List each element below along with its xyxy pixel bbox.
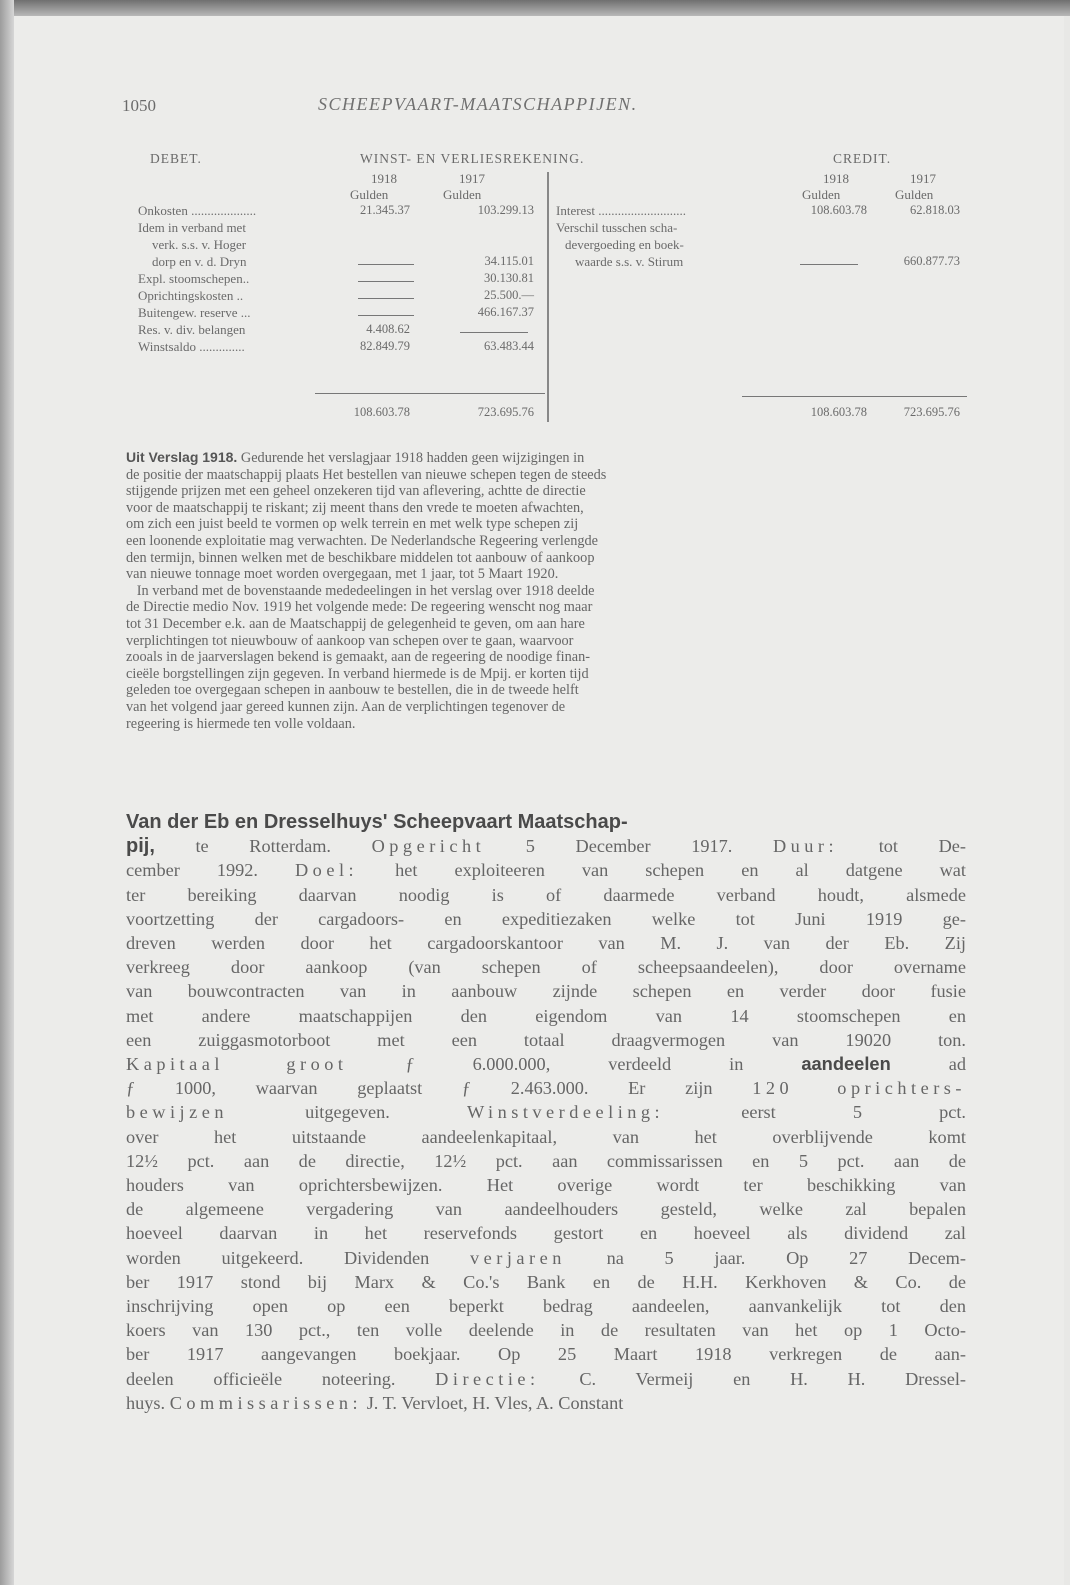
text-run: J. T. Vervloet, H. Vles, A. Constant (362, 1392, 624, 1413)
text-line (126, 1318, 966, 1342)
text-line: regeering is hiermede ten volle voldaan. (126, 715, 356, 732)
text-run: de algemeene vergadering van aandeelhouders gesteld, welke zal bepalen (126, 1199, 966, 1220)
spaced-keyword: Winstverdeeling: (466, 1102, 665, 1123)
spaced-keyword: 120 oprichters- (752, 1078, 966, 1099)
debet-label: DEBET. (150, 151, 202, 166)
credit-row-1917: 62.818.03 (910, 203, 960, 217)
debet-total-1918: 108.603.78 (353, 405, 410, 419)
credit-currency-1917: Gulden (895, 187, 934, 202)
text-run: eerst 5 pct. (664, 1102, 966, 1123)
text-run: ad (890, 1054, 966, 1075)
bold-keyword: aandeelen (801, 1053, 891, 1075)
text-run: C. Vermeij en H. H. Dressel- (539, 1368, 966, 1389)
debet-row-label: Oprichtingskosten .. (138, 288, 244, 303)
credit-row-label: Verschil tusschen scha- (556, 220, 678, 235)
text-line (126, 1246, 966, 1270)
debet-row-1917: 30.130.81 (484, 271, 534, 285)
scan-top-edge (0, 0, 1070, 16)
text-run: 5 December 1917. (485, 836, 773, 857)
credit-currency-1918: Gulden (802, 187, 841, 202)
company-entry (126, 810, 966, 1415)
text-run: voortzetting der cargadoors- en expeditiezaken welke tot Juni 1919 ge- (126, 908, 966, 929)
text-line: tot 31 December e.k. aan de Maatschappij de gelegenheid te geven, om aan hare (126, 615, 585, 632)
debet-currency-1918: Gulden (350, 187, 389, 202)
debet-row-1917: 63.483.44 (484, 339, 534, 353)
credit-row-label: waarde s.s. v. Stirum (575, 254, 684, 269)
text-line (126, 1149, 966, 1173)
debet-row-label: Buitengew. reserve ... (138, 305, 251, 320)
text-run: van bouwcontracten van in aanbouw zijnde schepen en verder door fusie (126, 981, 966, 1002)
text-line (126, 1342, 966, 1366)
text-run: een zuiggasmotorboot met een totaal draagvermogen van 19020 ton. (126, 1029, 966, 1050)
text-line (126, 931, 966, 955)
text-line (126, 1100, 966, 1124)
text-run: met andere maatschappijen den eigendom van 14 stoomschepen en (126, 1005, 966, 1026)
debet-row-1918: 4.408.62 (366, 322, 410, 336)
text-line (126, 1052, 966, 1076)
text-line: de positie der maatschappij plaats Het bestellen van nieuwe schepen tegen de steeds (126, 466, 607, 483)
debet-currency-1917: Gulden (443, 187, 482, 202)
report-paragraph (126, 449, 966, 732)
text-line (126, 883, 966, 907)
text-run: koers van 130 pct., ten volle deelende in de resultaten van het op 1 Octo- (126, 1320, 966, 1341)
debet-row-1917: 25.500.— (484, 288, 534, 302)
text-line (126, 955, 966, 979)
text-line: stijgende prijzen met een geheel onzekeren tijd van aflevering, achtte de directie (126, 483, 586, 500)
spaced-keyword: Duur: (772, 836, 839, 857)
text-run: te Rotterdam. (154, 836, 372, 857)
text-line (126, 1391, 966, 1415)
debet-row-label: Idem in verband met (138, 220, 246, 235)
text-line (126, 907, 966, 931)
debet-total-rule (315, 393, 545, 394)
text-line: de Directie medio Nov. 1919 het volgende mede: De regeering wenscht nog maar (126, 599, 593, 616)
empty-dash (358, 281, 414, 282)
text-run: huys. (126, 1392, 170, 1413)
empty-dash (460, 332, 528, 333)
spaced-keyword: bewijzen (126, 1102, 228, 1123)
text-line (126, 1004, 966, 1028)
text-run: verkreeg door aankoop (van schepen of scheepsaandeelen), door overname (126, 957, 966, 978)
text-line: den termijn, binnen welken met de beschikbare middelen tot aanbouw of aankoop (126, 549, 595, 566)
spaced-keyword: Kapitaal groot (126, 1054, 348, 1075)
empty-dash (358, 315, 414, 316)
credit-row-1918: 108.603.78 (810, 203, 867, 217)
company-title-end: pij, (126, 835, 155, 858)
text-line (126, 1197, 966, 1221)
text-run: na 5 jaar. Op 27 Decem- (565, 1247, 966, 1268)
text-run: ter bereiking daarvan noodig is of daarmede verband houdt, alsmede (126, 884, 966, 905)
spaced-keyword: Commissarissen: (169, 1392, 363, 1413)
credit-label: CREDIT. (833, 151, 892, 166)
credit-row-label: devergoeding en boek- (565, 237, 684, 252)
credit-total-1917: 723.695.76 (903, 405, 960, 419)
text-line (126, 834, 966, 858)
text-run: ber 1917 aangevangen boekjaar. Op 25 Maart 1918 verkregen de aan- (126, 1344, 966, 1365)
spaced-keyword: Directie: (435, 1368, 540, 1389)
text-line: van het volgend jaar gereed kunnen zijn. Aan de verplichtingen tegenover de (126, 698, 566, 715)
credit-total-1918: 108.603.78 (810, 405, 867, 419)
report-lead: Uit Verslag 1918. (126, 449, 238, 465)
spaced-keyword: Opgericht (371, 836, 486, 857)
debet-row-1917: 466.167.37 (477, 305, 534, 319)
text-run: hoeveel daarvan in het reservefonds gestort en hoeveel als dividend zal (126, 1223, 966, 1244)
text-line: verplichtingen tot nieuwbouw of aankoop van schepen over te gaan, waarvoor (126, 632, 574, 649)
text-line: voor de maatschappij te riskant; zij meent thans den vrede te moeten afwachten, (126, 499, 584, 516)
debet-row-label: Winstsaldo .............. (138, 339, 245, 354)
text-line: Gedurende het verslagjaar 1918 hadden geen wijzigingen in (237, 450, 585, 466)
entry-body (126, 834, 966, 1415)
text-run: worden uitgekeerd. Dividenden (126, 1247, 470, 1268)
text-run: het exploiteeren van schepen en al datgene wat (358, 860, 966, 881)
text-line (126, 979, 966, 1003)
text-line: geleden toe overgegaan schepen in aanbouw te bestellen, die in de tweede helft (126, 682, 579, 699)
text-line: van nieuwe tonnage moet worden overgegaan, met 1 jaar, tot 5 Maart 1920. (126, 566, 559, 583)
text-run: inschrijving open op een beperkt bedrag aandeelen, aanvankelijk tot den (126, 1296, 966, 1317)
debet-row-label: verk. s.s. v. Hoger (152, 237, 247, 252)
text-line (126, 1076, 966, 1100)
text-run: cember 1992. (126, 860, 295, 881)
credit-total-rule (742, 396, 967, 397)
text-line: In verband met de bovenstaande mededeelingen in het verslag over 1918 deelde (126, 582, 595, 599)
page-number: 1050 (122, 96, 156, 115)
text-line (126, 1294, 966, 1318)
debet-row-1918: 82.849.79 (360, 339, 410, 353)
text-line (126, 1270, 966, 1294)
debet-row-1917: 34.115.01 (484, 254, 534, 268)
credit-year-1918: 1918 (823, 171, 849, 186)
empty-dash (358, 298, 414, 299)
text-run: 12½ pct. aan de directie, 12½ pct. aan commissarissen en 5 pct. aan de (126, 1150, 966, 1171)
credit-row-label: Interest ........................... (556, 203, 686, 218)
debet-year-1917: 1917 (459, 171, 485, 186)
credit-year-1917: 1917 (910, 171, 936, 186)
text-run: tot De- (838, 836, 966, 857)
running-title: SCHEEPVAART-MAATSCHAPPIJEN. (318, 94, 638, 114)
text-line: een loonende exploitatie mag verwachten. De Nederlandsche Regeering verlengde (126, 532, 598, 549)
debet-row-label: dorp en v. d. Dryn (152, 254, 247, 269)
debet-row-label: Res. v. div. belangen (138, 322, 246, 337)
text-run: ƒ 1000, waarvan geplaatst ƒ 2.463.000. Er zijn (126, 1078, 753, 1099)
credit-row-1917: 660.877.73 (903, 254, 960, 268)
text-line (126, 1367, 966, 1391)
text-line (126, 1173, 966, 1197)
text-line: om zich een juist beeld te vormen op welk terrein en met welk type schepen zij (126, 516, 579, 533)
text-run: dreven werden door het cargadoorskantoor van M. J. van der Eb. Zij (126, 933, 966, 954)
scan-binding-edge (0, 0, 14, 1585)
text-run: deelen officieële noteering. (126, 1368, 436, 1389)
debet-row-label: Expl. stoomschepen.. (138, 271, 250, 286)
debet-row-1918: 21.345.37 (360, 203, 410, 217)
debet-row-label: Onkosten .................... (138, 203, 257, 218)
column-divider (547, 172, 549, 422)
text-line (126, 858, 966, 882)
text-run: ƒ 6.000.000, verdeeld in (347, 1054, 802, 1075)
text-line (126, 1221, 966, 1245)
spaced-keyword: verjaren (469, 1247, 566, 1268)
text-run: houders van oprichtersbewijzen. Het overige wordt ter beschikking van (126, 1175, 966, 1196)
text-line: cieële borgstellingen zijn gegeven. In verband hiermede is de Mpij. er korten tijd (126, 665, 589, 682)
text-line (126, 1125, 966, 1149)
text-run: over het uitstaande aandeelenkapitaal, van het overblijvende komt (126, 1126, 966, 1147)
text-run: ber 1917 stond bij Marx & Co.'s Bank en de H.H. Kerkhoven & Co. de (126, 1271, 966, 1292)
account-title: WINST- EN VERLIESREKENING. (360, 151, 585, 166)
debet-row-1917: 103.299.13 (477, 203, 534, 217)
company-title: Van der Eb en Dresselhuys' Scheepvaart Maatschap- (126, 811, 628, 833)
text-line: zooals in de jaarverslagen bekend is gemaakt, aan de regeering de noodige finan- (126, 649, 591, 666)
spaced-keyword: Doel: (294, 860, 359, 881)
text-run: uitgegeven. (227, 1102, 467, 1123)
empty-dash (358, 264, 414, 265)
empty-dash (800, 264, 858, 265)
debet-total-1917: 723.695.76 (477, 405, 534, 419)
text-line (126, 1028, 966, 1052)
debet-year-1918: 1918 (371, 171, 397, 186)
